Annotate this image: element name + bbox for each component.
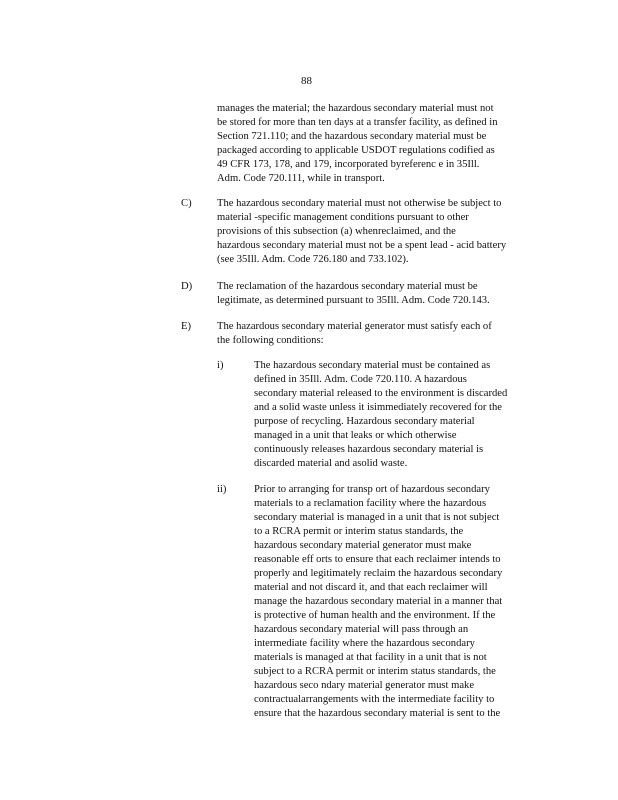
page-number: 88 [301, 75, 312, 87]
text-line: The hazardous secondary material must be contained as [254, 360, 491, 371]
text-line: secondary material released to the environment is discarded [254, 388, 508, 399]
item-d-paragraph [217, 280, 543, 308]
text-line: material and not discard it, and that each reclaimer will [254, 582, 488, 593]
subitem-ii-paragraph [254, 483, 536, 721]
text-line: hazardous seco ndary material generator must make [254, 680, 475, 691]
text-line: the following conditions: [217, 335, 324, 346]
text-line: contractualarrangements with the intermediate facility to [254, 694, 495, 705]
text-line: The hazardous secondary material generator must satisfy each of [217, 321, 492, 332]
text-line: hazardous secondary material generator must make [254, 540, 472, 551]
text-line: The hazardous secondary material must not otherwise be subject to [217, 198, 502, 209]
text-line: defined in 35Ill. Adm. Code 720.110. A hazardous [254, 374, 467, 385]
text-line: to a RCRA permit or interim status standards, the [254, 526, 464, 537]
text-line: The reclamation of the hazardous secondary material must be [217, 281, 478, 292]
intro-paragraph [217, 102, 533, 186]
text-line: provisions of this subsection (a) whenreclaimed, and the [217, 226, 456, 237]
item-label-d: D) [181, 281, 193, 292]
text-line: materials is managed at that facility in a unit that is not [254, 652, 487, 663]
text-line: reasonable eff orts to ensure that each reclaimer intends to [254, 554, 501, 565]
text-line: Prior to arranging for transp ort of hazardous secondary [254, 484, 490, 495]
text-line: ensure that the hazardous secondary material is sent to the [254, 708, 501, 719]
text-line: secondary material is managed in a unit that is not subject [254, 512, 500, 523]
subitem-label-ii: ii) [217, 484, 227, 495]
text-line: managed in a unit that leaks or which otherwise [254, 430, 457, 441]
text-line: purpose of recycling. Hazardous secondary material [254, 416, 475, 427]
text-line: discarded material and asolid waste. [254, 458, 408, 469]
item-c-paragraph [217, 197, 543, 267]
text-line: materials to a reclamation facility where the hazardous [254, 498, 487, 509]
text-line: and a solid waste unless it isimmediately recovered for the [254, 402, 502, 413]
text-line: Adm. Code 720.111, while in transport. [217, 173, 385, 184]
text-line: subject to a RCRA permit or interim status standards, the [254, 666, 496, 677]
text-line: hazardous secondary material must not be a spent lead - acid battery [217, 240, 507, 251]
text-line: packaged according to applicable USDOT regulations codified as [217, 145, 495, 156]
text-line: properly and legitimately reclaim the hazardous secondary [254, 568, 503, 579]
text-line: (see 35Ill. Adm. Code 726.180 and 733.102). [217, 254, 409, 265]
text-line: manage the hazardous secondary material in a manner that [254, 596, 503, 607]
text-line: material -specific management conditions pursuant to other [217, 212, 469, 223]
text-line: intermediate facility where the hazardous secondary [254, 638, 475, 649]
item-label-e: E) [181, 321, 191, 332]
text-line: continuously releases hazardous secondary material is [254, 444, 484, 455]
text-line: legitimate, as determined pursuant to 35Ill. Adm. Code 720.143. [217, 295, 490, 306]
subitem-label-i: i) [217, 360, 224, 371]
text-line: be stored for more than ten days at a transfer facility, as defined in [217, 117, 498, 128]
text-line: hazardous secondary material will pass through an [254, 624, 469, 635]
item-label-c: C) [181, 198, 192, 209]
text-line: 49 CFR 173, 178, and 179, incorporated byreferenc e in 35Ill. [217, 159, 480, 170]
item-e-paragraph [217, 320, 543, 348]
text-line: is protective of human health and the environment. If the [254, 610, 496, 621]
text-line: Section 721.110; and the hazardous secondary material must be [217, 131, 487, 142]
text-line: manages the material; the hazardous secondary material must not [217, 103, 494, 114]
subitem-i-paragraph [254, 359, 536, 471]
